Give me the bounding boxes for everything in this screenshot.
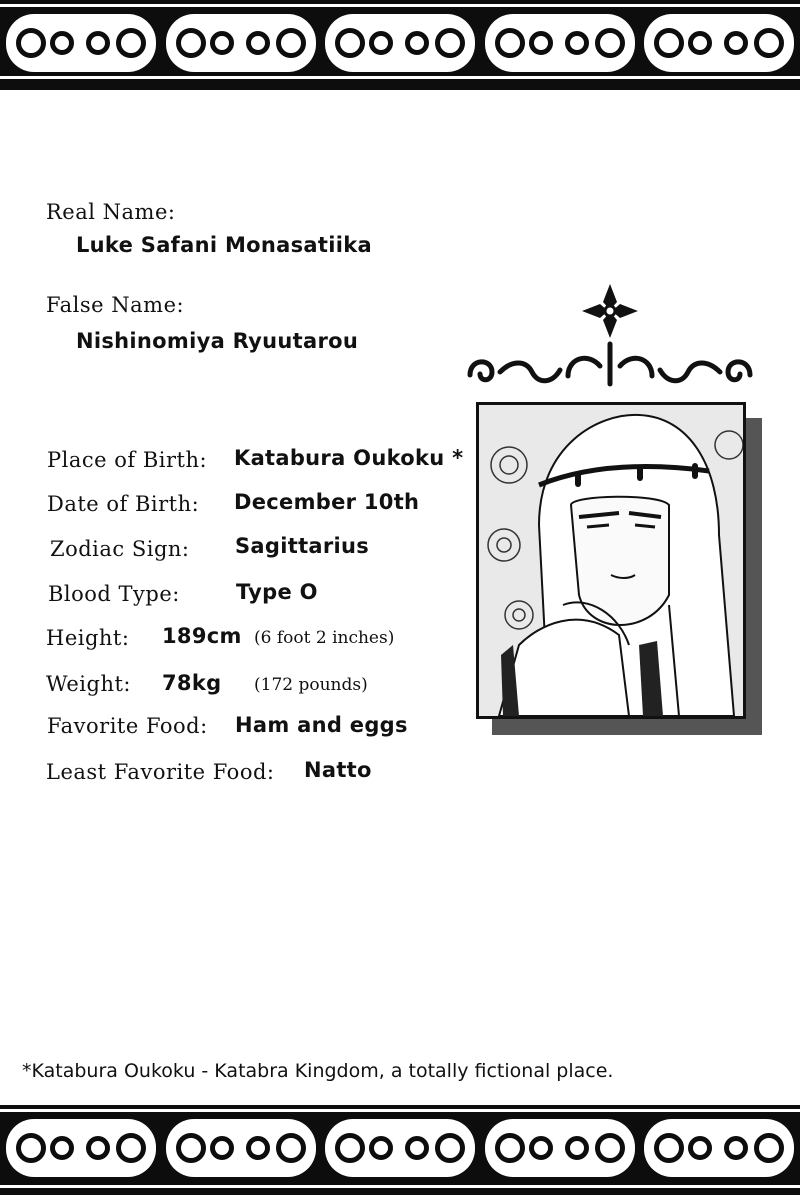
top-border-rule [0,4,800,7]
weight-value: 78kg [162,671,222,695]
birthdate-value: December 10th [234,490,420,514]
least-favorite-food-value: Natto [304,758,372,782]
real-name-label: Real Name: [46,200,176,224]
scroll-ornament-icon [485,14,635,72]
scroll-ornament-icon [325,1119,475,1177]
birthdate-label: Date of Birth: [47,492,200,516]
scroll-ornament-icon [325,14,475,72]
height-imperial: (6 foot 2 inches) [254,628,395,648]
scroll-ornament-icon [644,14,794,72]
height-value: 189cm [162,624,242,648]
favorite-food-label: Favorite Food: [47,714,208,738]
birthplace-label: Place of Birth: [47,448,208,472]
bottom-border-rule [0,1185,800,1188]
scroll-ornament-icon [6,14,156,72]
scroll-ornament-icon [166,14,316,72]
favorite-food-value: Ham and eggs [235,713,408,737]
weight-label: Weight: [46,672,131,696]
scroll-ornament-icon [485,1119,635,1177]
footnote: *Katabura Oukoku - Katabra Kingdom, a totally fictional place. [22,1060,614,1082]
scroll-ornament-icon [6,1119,156,1177]
false-name-label: False Name: [46,293,185,317]
least-favorite-food-label: Least Favorite Food: [46,760,275,784]
real-name-value: Luke Safani Monasatiika [76,233,372,257]
portrait-frame [476,402,746,719]
blood-type-value: Type O [236,580,318,604]
bottom-border-band [0,1105,800,1195]
zodiac-label: Zodiac Sign: [50,537,190,561]
zodiac-value: Sagittarius [235,534,370,558]
birthplace-value: Katabura Oukoku * [234,446,464,470]
weight-imperial: (172 pounds) [254,675,368,695]
bottom-border-pattern [0,1119,800,1177]
bottom-border-rule [0,1109,800,1112]
height-label: Height: [46,626,130,650]
character-portrait [476,402,762,735]
scroll-ornament-icon [644,1119,794,1177]
blood-type-label: Blood Type: [48,582,180,606]
false-name-value: Nishinomiya Ryuutarou [76,329,359,353]
ornamental-crest-icon [460,280,760,395]
top-border-rule [0,76,800,79]
character-illustration-icon [479,405,743,716]
top-border-band [0,0,800,90]
scroll-ornament-icon [166,1119,316,1177]
top-border-pattern [0,14,800,72]
